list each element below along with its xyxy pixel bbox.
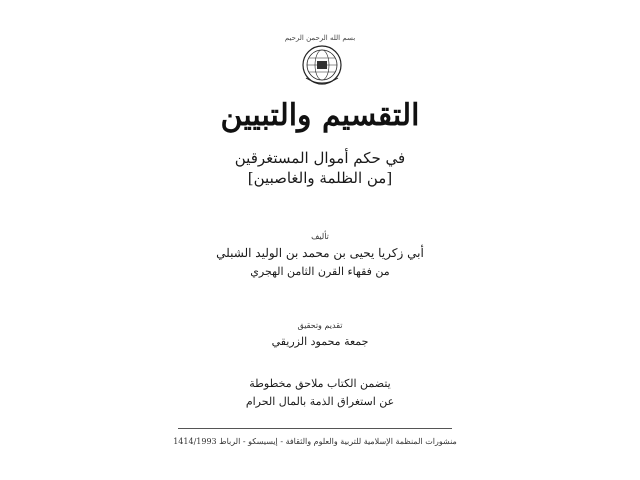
book-subtitle-line2: [من الظلمة والغاصبين] — [247, 169, 393, 187]
book-title: التقسيم والتبيين — [220, 98, 420, 133]
author-label: تأليف — [311, 232, 329, 241]
basmala-motto: بسم الله الرحمن الرحيم — [284, 34, 356, 42]
author-description: من فقهاء القرن الثامن الهجري — [250, 265, 390, 278]
isesco-globe-emblem-icon — [301, 44, 343, 86]
appendix-note-line2: عن استغراق الذمة بالمال الحرام — [245, 395, 395, 408]
footer-divider — [178, 428, 452, 429]
author-name: أبي زكريا يحيى بن محمد بن الوليد الشبلي — [216, 246, 424, 260]
book-subtitle-line1: في حكم أموال المستغرقين — [234, 149, 406, 167]
appendix-note-line1: يتضمن الكتاب ملاحق مخطوطة — [249, 377, 391, 390]
publisher-line: منشورات المنظمة الإسلامية للتربية والعلوم والثقافة - إيسيسكو - الرباط 1414/1993 — [173, 437, 457, 446]
editor-name: جمعة محمود الزريقي — [271, 335, 369, 348]
editor-label: تقديم وتحقيق — [297, 321, 343, 330]
